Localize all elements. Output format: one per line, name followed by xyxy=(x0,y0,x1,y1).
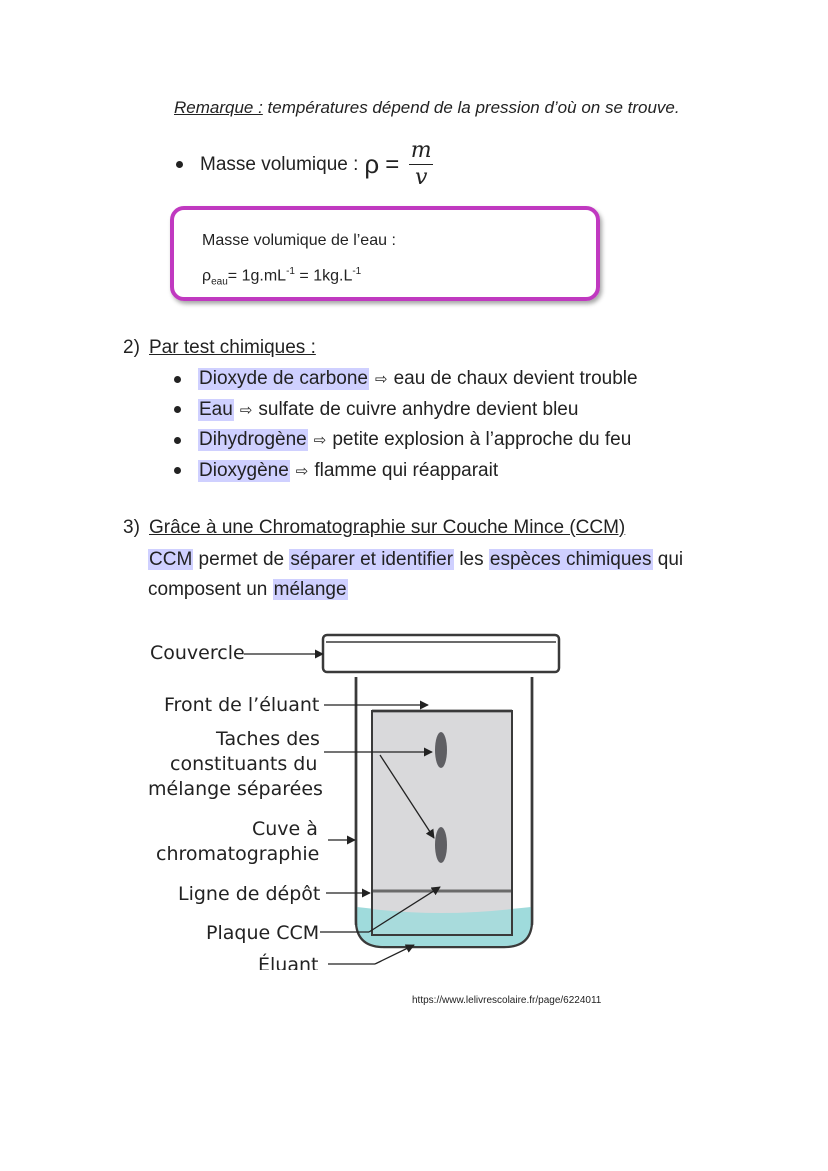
water-density-box xyxy=(170,206,600,301)
label-eluant: Éluant xyxy=(258,954,319,970)
box-formula: $\rho_{eau}= 1g.mL^{-1} = 1kg.L^{-1}$ xyxy=(202,266,362,288)
list-item: Dihydrogène ⇨ petite explosion à l’approche du feu xyxy=(174,425,638,456)
arrow-icon: ⇨ xyxy=(375,371,388,389)
rho-symbol: ρ xyxy=(364,149,380,179)
remark-label: Remarque : xyxy=(174,98,263,117)
lid xyxy=(323,635,559,672)
spot-upper xyxy=(435,732,447,768)
source-url: https://www.lelivrescolaire.fr/page/6224011 xyxy=(412,995,602,1006)
equals-sign: = xyxy=(385,150,400,178)
section-3-title: Grâce à une Chromatographie sur Couche Mince (CCM) xyxy=(149,517,626,538)
section-2-title: Par test chimiques : xyxy=(149,337,316,358)
section-3-number: 3) xyxy=(123,517,140,538)
ccm-diagram xyxy=(140,625,580,970)
list-item: Eau ⇨ sulfate de cuivre anhydre devient bleu xyxy=(174,395,638,426)
section-3-heading xyxy=(123,517,625,539)
box-title: Masse volumique de l’eau : xyxy=(202,232,396,249)
bullet-icon xyxy=(174,376,181,383)
section-2-heading xyxy=(123,337,316,359)
fraction xyxy=(409,138,433,191)
label-plaque: Plaque CCM xyxy=(206,922,320,944)
numerator: m xyxy=(410,138,432,163)
label-taches-1: Taches des xyxy=(216,728,320,750)
label-taches-2: constituants du xyxy=(170,753,318,775)
remark xyxy=(174,98,680,118)
list-item: Dioxyde de carbone ⇨ eau de chaux devient trouble xyxy=(174,364,638,395)
section-2-number: 2) xyxy=(123,337,140,358)
masse-volumique-label: Masse volumique : xyxy=(200,153,359,175)
masse-volumique-line xyxy=(176,138,433,191)
arrow-icon: ⇨ xyxy=(295,462,309,480)
label-cuve-2: chromatographie xyxy=(156,843,320,865)
label-couvercle: Couvercle xyxy=(150,642,245,664)
arrow-icon: ⇨ xyxy=(239,401,253,419)
arrow-icon: ⇨ xyxy=(313,432,327,450)
remark-text: températures dépend de la pression d’où on se trouve. xyxy=(262,98,680,117)
bullet-icon xyxy=(176,161,183,168)
label-taches-3: mélange séparées xyxy=(148,778,323,800)
label-cuve-1: Cuve à xyxy=(252,818,318,840)
list-item: Dioxygène ⇨ flamme qui réapparait xyxy=(174,456,638,487)
bullet-icon xyxy=(174,406,181,413)
spot-lower xyxy=(435,827,447,863)
denominator: v xyxy=(415,165,428,190)
bullet-icon xyxy=(174,467,181,474)
bullet-icon xyxy=(174,437,181,444)
chemical-tests-list xyxy=(174,364,638,486)
label-ligne: Ligne de dépôt xyxy=(178,883,321,905)
label-front: Front de l’éluant xyxy=(164,694,320,716)
ccm-definition: CCM permet de séparer et identifier les espèces chimiques qui composent un mélange xyxy=(148,549,684,600)
